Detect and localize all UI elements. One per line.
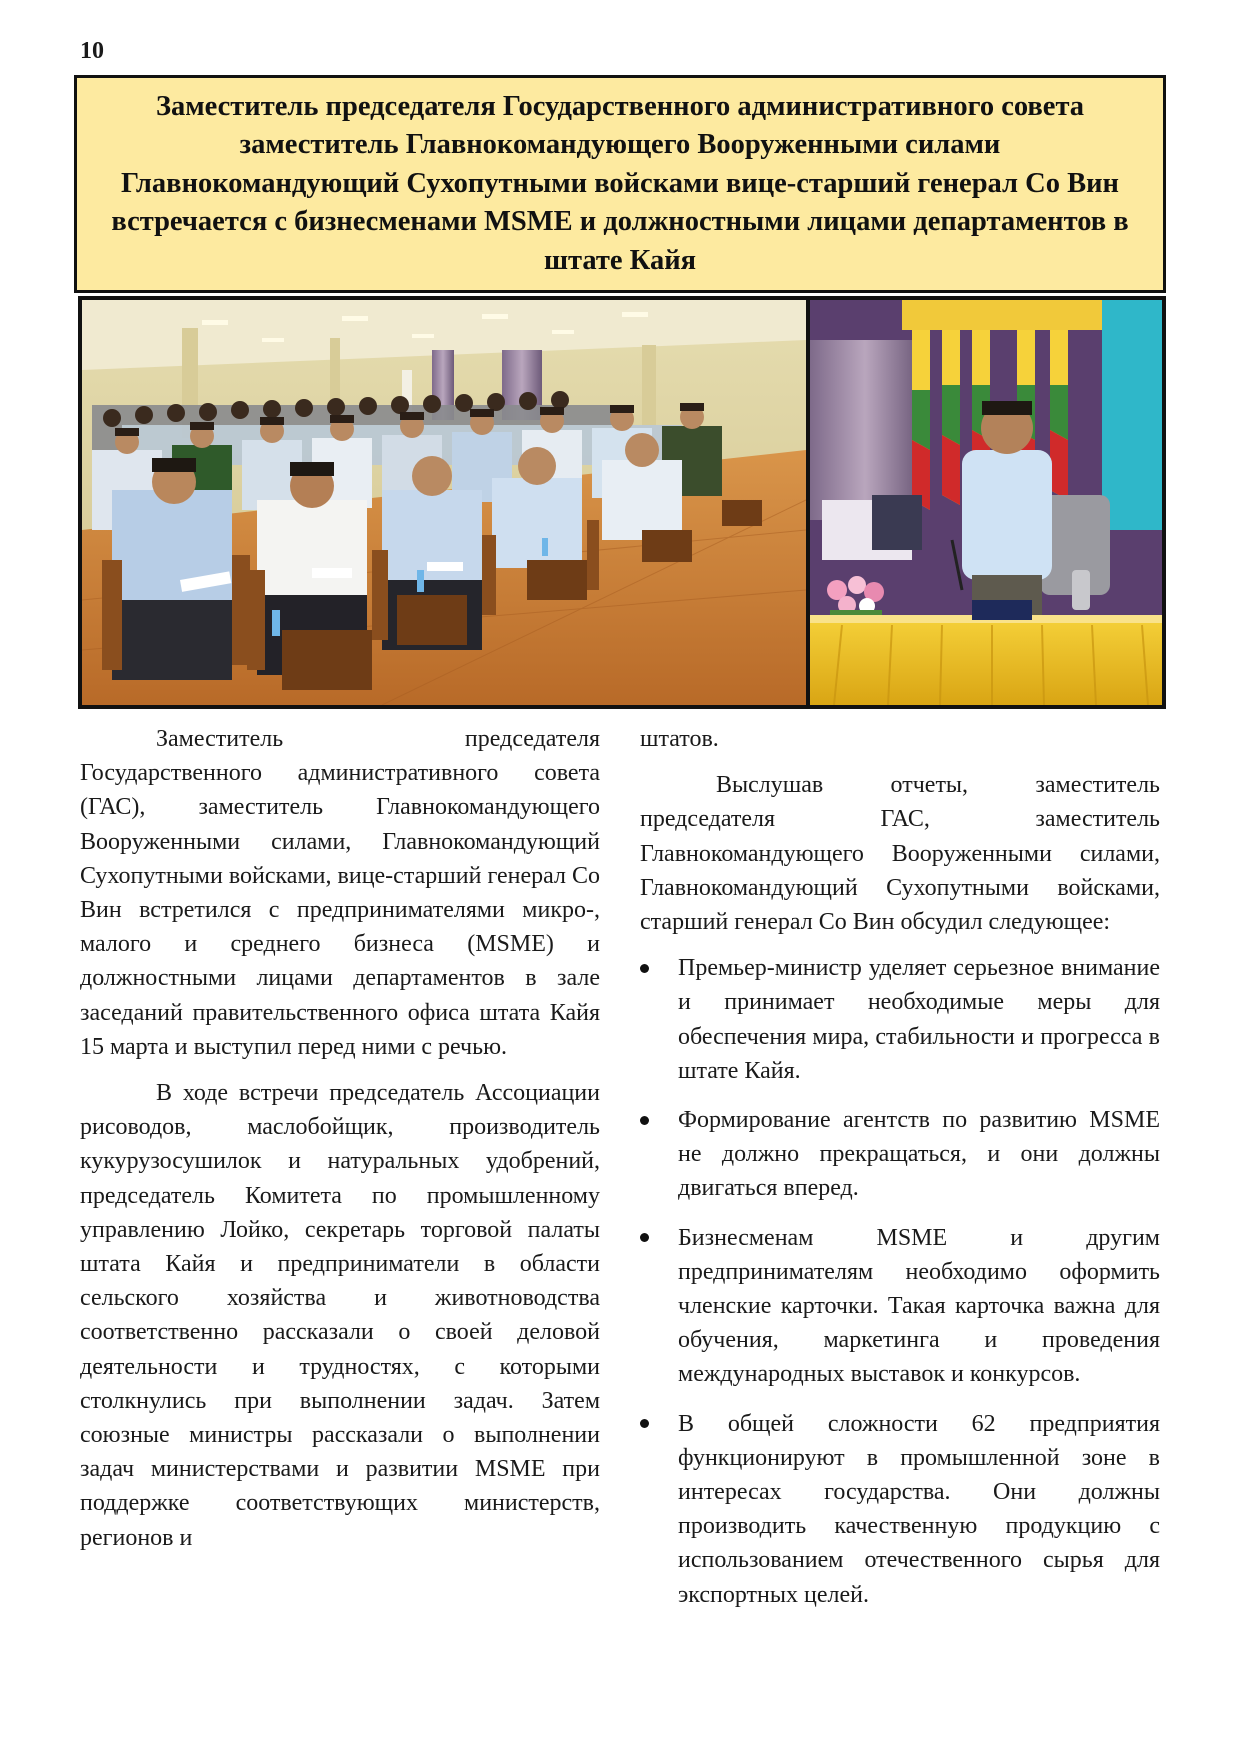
headline-box: [74, 75, 1166, 293]
list-item: [640, 1221, 1160, 1392]
list-item: [640, 1103, 1160, 1206]
discussion-points-list: [640, 951, 1160, 1612]
photo-frame: [78, 296, 1166, 709]
bullet-icon: [640, 1103, 652, 1137]
article-paragraph-2: В ходе встречи председатель Ассоциации рисоводов, маслобойщик, производитель кукурузосушилок и натуральных удобрений, председатель Комитета по промышленному управлению Лойко, секретарь торговой палаты штата Кайя и предприниматели в области сельского хозяйства и животноводства соответственно рассказали о своей деловой деятельности и трудностях, с которыми столкнулись при выполнении задач. Затем союзные министры рассказали о выполнении задач министерствами и развитии MSME при поддержке соответствующих министерств, регионов и: [80, 1080, 600, 1551]
list-item: [640, 1407, 1160, 1612]
article-left-column: [80, 722, 600, 1567]
list-item-text: Премьер-министр уделяет серьезное внимание и принимает необходимые меры для обеспечения мира, стабильности и прогресса в штате Кайя.: [678, 955, 1160, 1084]
article-paragraph-1: Заместитель председателя Государственного административного совета (ГАС), заместитель Главнокомандующего Вооруженными силами, Главнокомандующий Сухопутными войсками, вице-старший генерал Со Вин встретился с предпринимателями микро-, малого и среднего бизнеса (MSME) и должностными лицами департаментов в зале заседаний правительственного офиса штата Кайя 15 марта и выступил перед ними с речью.: [80, 726, 600, 1060]
article-paragraph-intro: Выслушав отчеты, заместитель председателя ГАС, заместитель Главнокомандующего Вооруженными силами, Главнокомандующий Сухопутными войсками, старший генерал Со Вин обсудил следующее:: [640, 772, 1160, 936]
bullet-icon: [640, 1407, 652, 1441]
bullet-icon: [640, 951, 652, 985]
list-item-text: В общей сложности 62 предприятия функционируют в промышленной зоне в интересах государства. Они должны производить качественную продукцию с использованием отечественного сырья для экспортных целей.: [678, 1410, 1160, 1608]
list-item-text: Формирование агентств по развитию MSME не должно прекращаться, и они должны двигаться вперед.: [678, 1107, 1160, 1202]
meeting-hall-audience-photo: [82, 300, 806, 705]
article-right-column: [640, 722, 1160, 1627]
list-item: [640, 951, 1160, 1088]
speaker-at-podium-photo: [810, 300, 1162, 705]
page-number: 10: [80, 38, 104, 64]
bullet-icon: [640, 1221, 652, 1255]
list-item-text: Бизнесменам MSME и другим предпринимателям необходимо оформить членские карточки. Такая карточка важна для обучения, маркетинга и проведения международных выставок и конкурсов.: [678, 1224, 1160, 1388]
article-paragraph-continuation: штатов.: [640, 726, 719, 752]
headline: Заместитель председателя Государственного административного совета заместитель Главнокомандующего Вооруженными силами Главнокомандующий Сухопутными войсками вице-старший генерал Со Вин встречается с бизнесменами MSME и должностными лицами департаментов в штате Кайя: [111, 90, 1129, 276]
